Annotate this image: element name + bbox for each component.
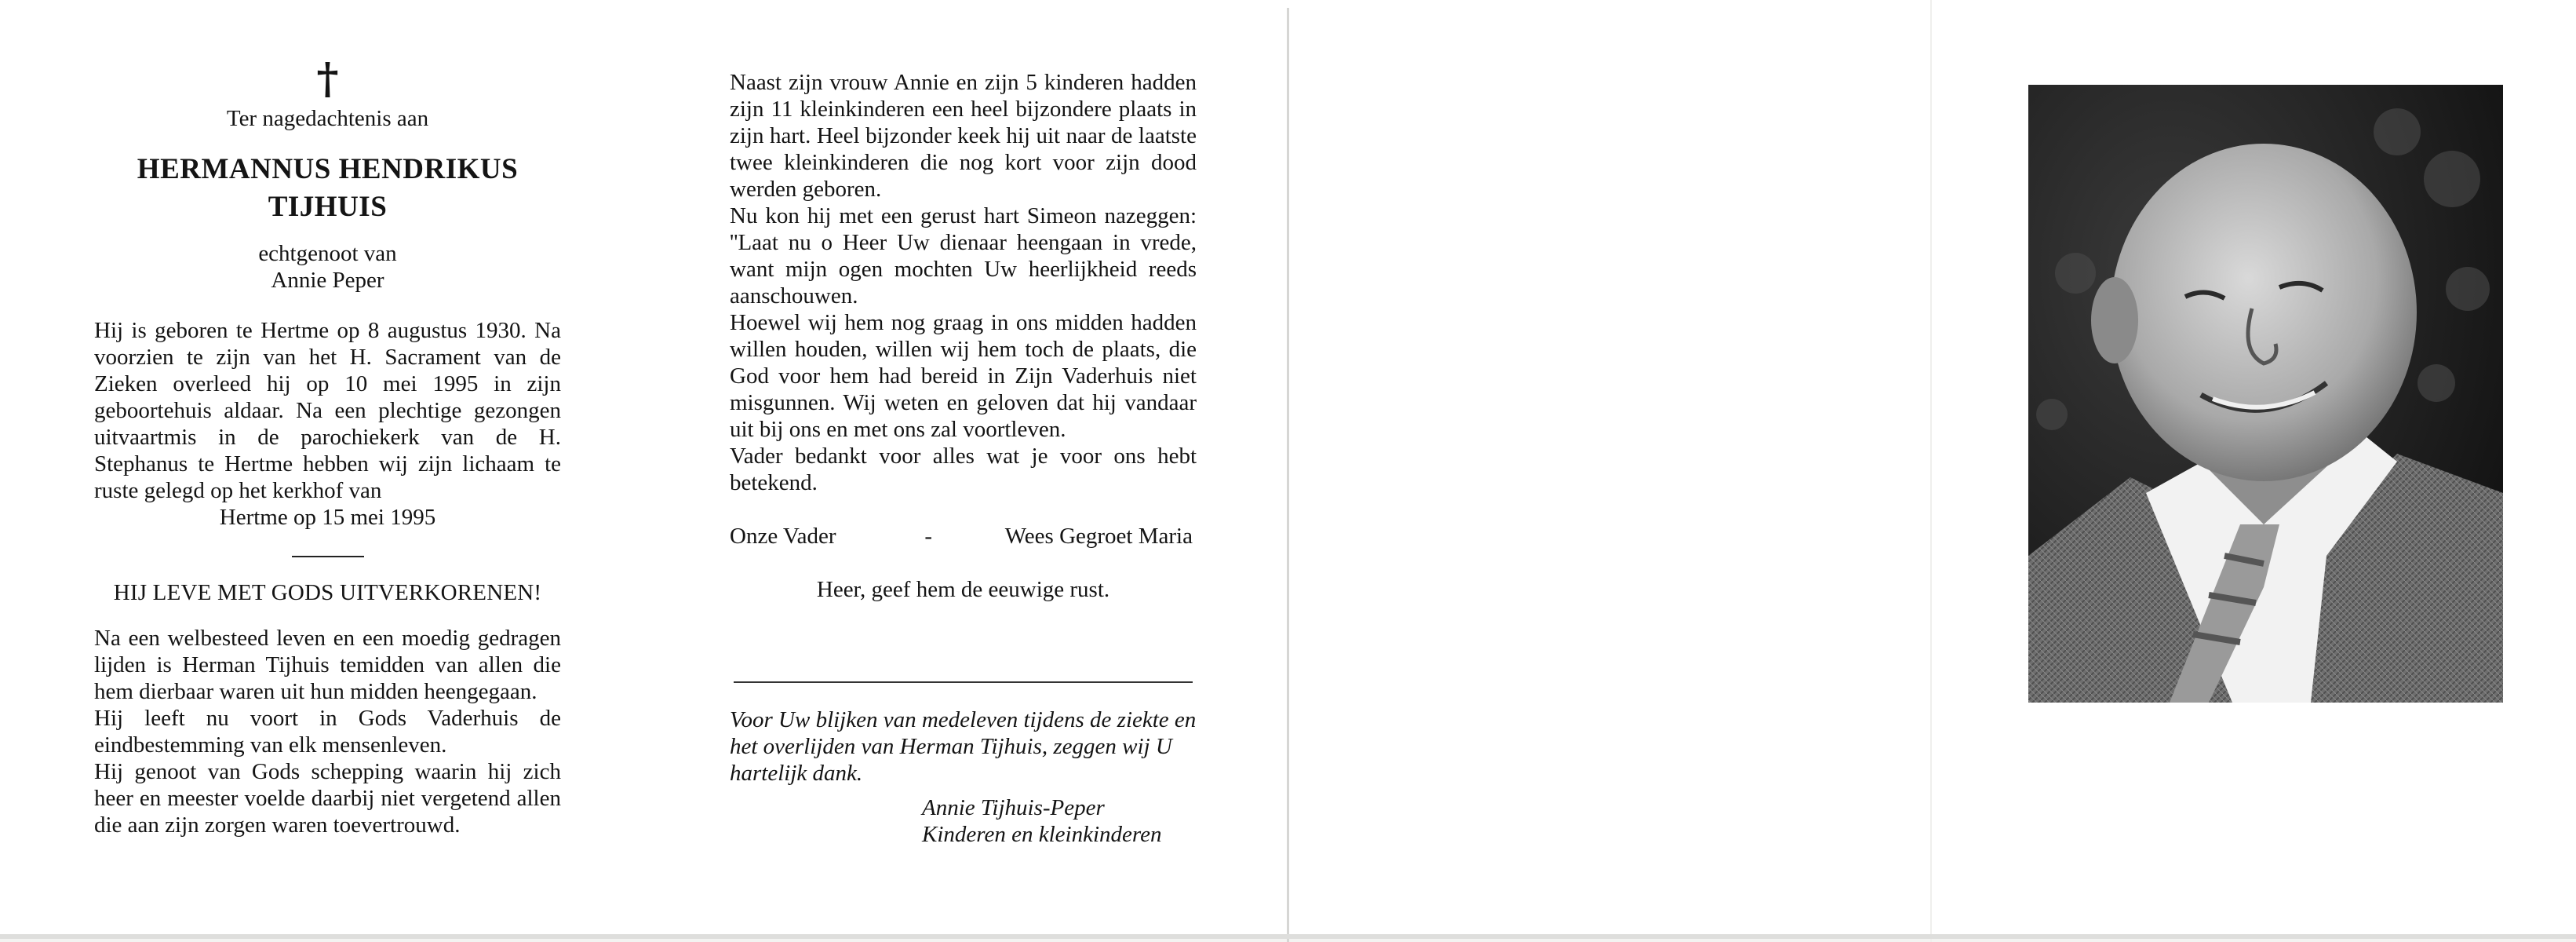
motto: HIJ LEVE MET GODS UITVERKORENEN!: [113, 580, 542, 605]
middle-paragraph: Nu kon hij met een gerust hart Simeon nazeggen: ''Laat nu o Heer Uw dienaar heengaan in vrede, want mijn ogen mochten Uw heerlijkheid reeds aanschouwen.: [730, 203, 1197, 309]
portrait-photo: [2028, 85, 2503, 703]
prayer-hail-mary: Wees Gegroet Maria: [1004, 524, 1193, 549]
middle-paragraph: Naast zijn vrouw Annie en zijn 5 kinderen hadden zijn 11 kleinkinderen een heel bijzondere plaats in zijn hart. Heel bijzonder keek hij uit naar de laatste twee kleinkinderen die nog kort voor zijn dood werden geboren.: [730, 70, 1197, 202]
left-paragraph: Hij genoot van Gods schepping waarin hij zich heer en meester voelde daarbij niet vergetend allen die aan zijn zorgen waren toevertrouwd.: [94, 759, 561, 838]
middle-column: [730, 69, 1197, 848]
signature: [922, 794, 1197, 848]
left-paragraph: Na een welbesteed leven en een moedig gedragen lijden is Herman Tijhuis temidden van allen die hem dierbaar waren uit hun midden heengegaan.: [94, 626, 561, 704]
middle-paragraph: Hoewel wij hem nog graag in ons midden hadden willen houden, willen wij hem toch de plaats, die God voor hem had bereid in Zijn Vaderhuis niet misgunnen. Wij weten en geloven dat hij vandaar uit bij ons en met ons zal voortleven.: [730, 310, 1197, 442]
bio-burial-date: Hertme op 15 mei 1995: [219, 505, 436, 530]
prayers-line: [730, 523, 1193, 550]
portrait-illustration: [2028, 85, 2503, 703]
bio-text: Hij is geboren te Hertme op 8 augustus 1930. Na voorzien te zijn van het H. Sacrament van de Zieken overleed hij op 10 mei 1995 in zijn geboortehuis aldaar. Na een plechtige gezongen uitvaartmis in de parochiekerk van de H. Stephanus te Hertme hebben wij zijn lichaam te ruste gelegd op het kerkhof van: [94, 318, 561, 503]
signature-line-1: Annie Tijhuis-Peper: [922, 795, 1105, 820]
long-divider: [734, 681, 1193, 683]
left-paragraph: Hij leeft nu voort in Gods Vaderhuis de eindbestemming van elk mensenleven.: [94, 706, 561, 758]
prayer-separator: -: [924, 524, 932, 549]
intro-text: Ter nagedachtenis aan: [226, 106, 429, 131]
short-divider: [292, 556, 364, 557]
panel-divider: [1930, 0, 1932, 942]
paper-edge: [0, 934, 2576, 939]
thanks-text: Voor Uw blijken van medeleven tijdens de ziekte en het overlijden van Herman Tijhuis, zeggen wij U hartelijk dank.: [730, 707, 1197, 786]
fold-line: [1287, 8, 1289, 942]
eternal-rest-line: Heer, geef hem de eeuwige rust.: [816, 577, 1110, 602]
prayer-our-father: Onze Vader: [730, 524, 836, 549]
left-column: [94, 55, 561, 838]
signature-line-2: Kinderen en kleinkinderen: [922, 822, 1162, 847]
cross-icon: †: [316, 53, 339, 104]
spouse-name: Annie Peper: [271, 268, 384, 293]
spouse-label: echtgenoot van: [258, 241, 397, 266]
biography: [94, 317, 561, 531]
name-line-1: HERMANNUS HENDRIKUS: [137, 153, 519, 185]
middle-paragraph: Vader bedankt voor alles wat je voor ons hebt betekend.: [730, 444, 1197, 495]
name-line-2: TIJHUIS: [268, 191, 388, 223]
spouse-block: [94, 240, 561, 294]
deceased-name: [94, 151, 561, 226]
